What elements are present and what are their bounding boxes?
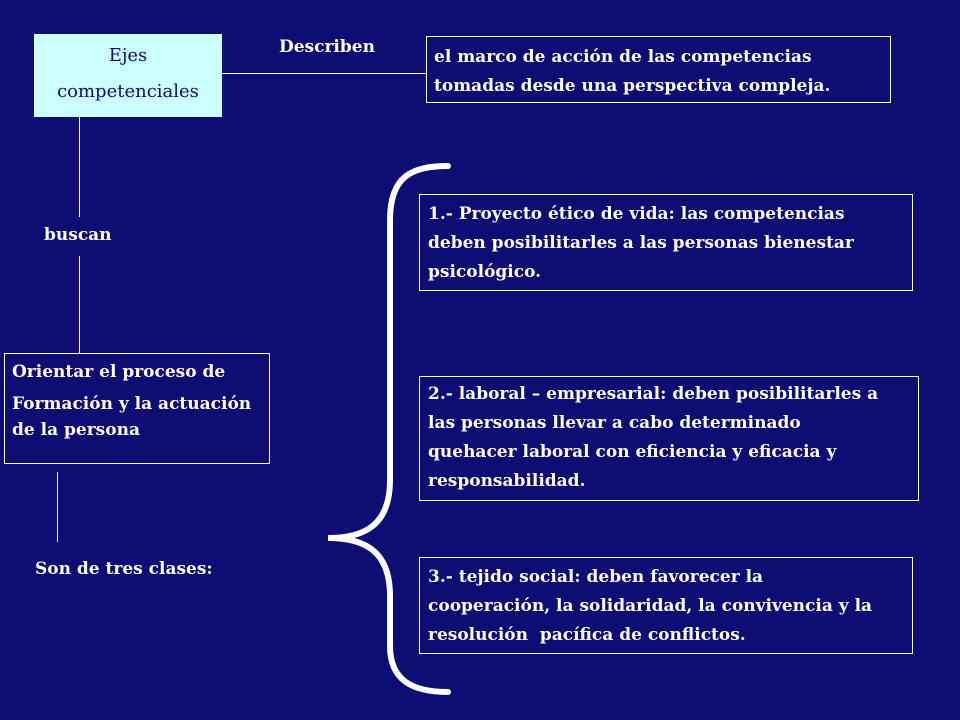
buscan-label: buscan [44,225,112,245]
orientar-proceso-box [4,353,270,464]
connector-buscan-orientar [79,256,80,353]
connector-ejes-marco [222,73,426,74]
connector-orientar-clases [57,472,58,542]
proyecto-line3: psicológico. [428,262,542,282]
tejido-line2: cooperación, la solidaridad, la convivencia y la [428,596,873,616]
connector-ejes-buscan [79,117,80,217]
proyecto-line2: deben posibilitarles a las personas bienestar [428,233,854,253]
tejido-social-box [419,557,913,654]
marco-line1: el marco de acción de las competencias [434,47,812,67]
describen-label: Describen [279,37,375,57]
laboral-line1: 2.- laboral – empresarial: deben posibilitarles a [428,384,879,404]
laboral-line3: quehacer laboral con eficiencia y eficacia y [428,442,837,462]
son-de-tres-clases-label: Son de tres clases: [35,559,213,579]
proyecto-line1: 1.- Proyecto ético de vida: las competencias [428,204,845,224]
marco-accion-box [426,36,891,103]
laboral-line4: responsabilidad. [428,471,586,491]
tejido-line1: 3.- tejido social: deben favorecer la [428,567,764,587]
tejido-line3: resolución pacífica de conflictos. [428,625,746,645]
orientar-line2: Formación y la actuación de la persona [12,394,252,440]
ejes-competenciales-box [34,34,222,117]
laboral-line2: las personas llevar a cabo determinado [428,413,801,433]
orientar-line1: Orientar el proceso de [12,362,226,382]
laboral-empresarial-box [419,376,919,501]
marco-line2: tomadas desde una perspectiva compleja. [434,76,831,96]
ejes-line2: competenciales [57,81,199,102]
proyecto-etico-box [419,194,913,291]
ejes-line1: Ejes [108,45,148,66]
